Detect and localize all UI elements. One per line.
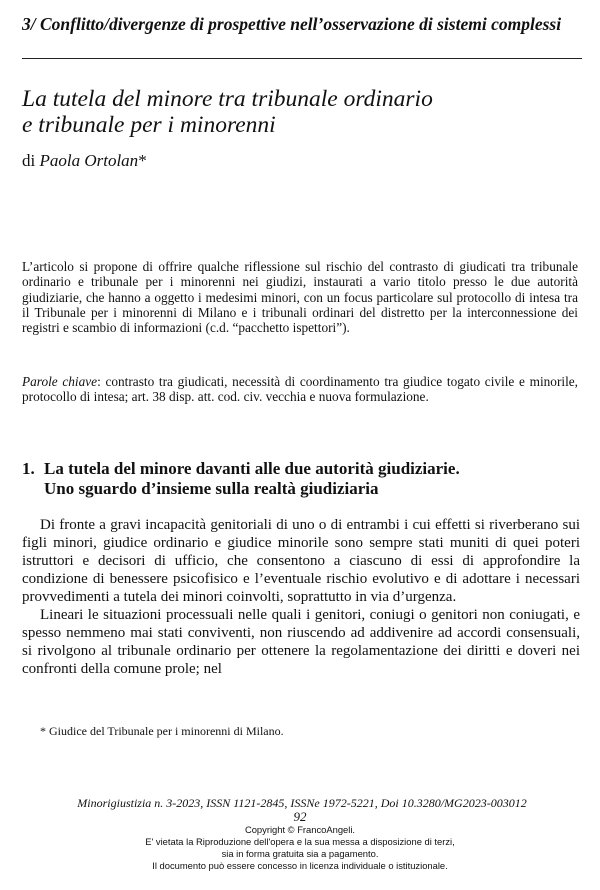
abstract: L’articolo si propone di offrire qualche riflessione sul rischio del contrasto di giudicati tra tribunale ordinario e tribunale per i minorenni nei giudizi, instaurati a vario titolo presso le due autorità giudiziarie, che hanno a oggetto i medesimi minori, con un focus particolare sul protocollo di intesa tra il Tribunale per i minorenni di Milano e i tribunali ordinari del distretto per la interconnessione dei registri e scambio di informazioni (c.d. “pacchetto ispettori”). <box>22 259 578 336</box>
section-header: 3/ Conflitto/divergenze di prospettive nell’osservazione di sistemi complessi <box>22 14 562 34</box>
section-heading-line-1: La tutela del minore davanti alle due autorità giudiziarie. <box>44 459 460 478</box>
body-paragraph-1: Di fronte a gravi incapacità genitoriali di uno o di entrambi i cui effetti si riverberano sui figli minori, giudice ordinario e giudice minorile sono sempre stati muniti di quei poteri istruttori e decisori di ufficio, che consentono a ciascuno di essi di approfondire la condizione di benessere psicofisico e l’eventuale rischio evolutivo e di adottare i necessari provvedimenti a tutela dei minori coinvolti, soprattutto in via d’urgenza. <box>22 517 580 605</box>
footnote: * Giudice del Tribunale per i minorenni di Milano. <box>40 724 284 738</box>
header-divider <box>22 58 582 59</box>
section-number: 1. <box>22 459 35 478</box>
copyright-line: sia in forma gratuita sia a pagamento. <box>221 848 379 859</box>
copyright-line: Il documento può essere concesso in licenza individuale o istituzionale. <box>152 860 448 871</box>
body-paragraph-2: Lineari le situazioni processuali nelle quali i genitori, coniugi o genitori non coniugati, e spesso nemmeno mai stati conviventi, non riuscendo ad addivenire ad accordi consensuali, si rivolgono al tribunale ordinario per ottenere la regolamentazione dei diritti e doveri nei confronti della comune prole; nel <box>22 607 580 677</box>
copyright-notice <box>0 824 600 872</box>
article-title-line-2: e tribunale per i minorenni <box>22 112 276 138</box>
journal-reference: Minorigiustizia n. 3-2023, ISSN 1121-2845, ISSNe 1972-5221, Doi 10.3280/MG2023-003012 <box>77 796 527 810</box>
author-name: Paola Ortolan <box>39 151 139 170</box>
page-number: 92 <box>293 809 307 824</box>
byline-prefix: di <box>22 151 40 170</box>
author-footnote-mark: * <box>138 151 147 170</box>
copyright-line: Copyright © FrancoAngeli. <box>244 824 356 835</box>
byline <box>22 151 147 171</box>
keywords-label: Parole chiave <box>22 374 98 389</box>
body-text <box>22 516 580 678</box>
keywords-text: : contrasto tra giudicati, necessità di coordinamento tra giudice togato civile e minorile, protocollo di intesa; art. 38 disp. att. cod. civ. vecchia e nuova formulazione. <box>22 374 578 405</box>
keywords <box>22 374 578 405</box>
copyright-line: E' vietata la Riproduzione dell'opera e la sua messa a disposizione di terzi, <box>145 836 455 847</box>
section-heading <box>22 459 582 499</box>
article-title-line-1: La tutela del minore tra tribunale ordinario <box>22 86 433 112</box>
article-title <box>22 86 582 138</box>
section-heading-line-2: Uno sguardo d’insieme sulla realtà giudiziaria <box>44 479 379 498</box>
